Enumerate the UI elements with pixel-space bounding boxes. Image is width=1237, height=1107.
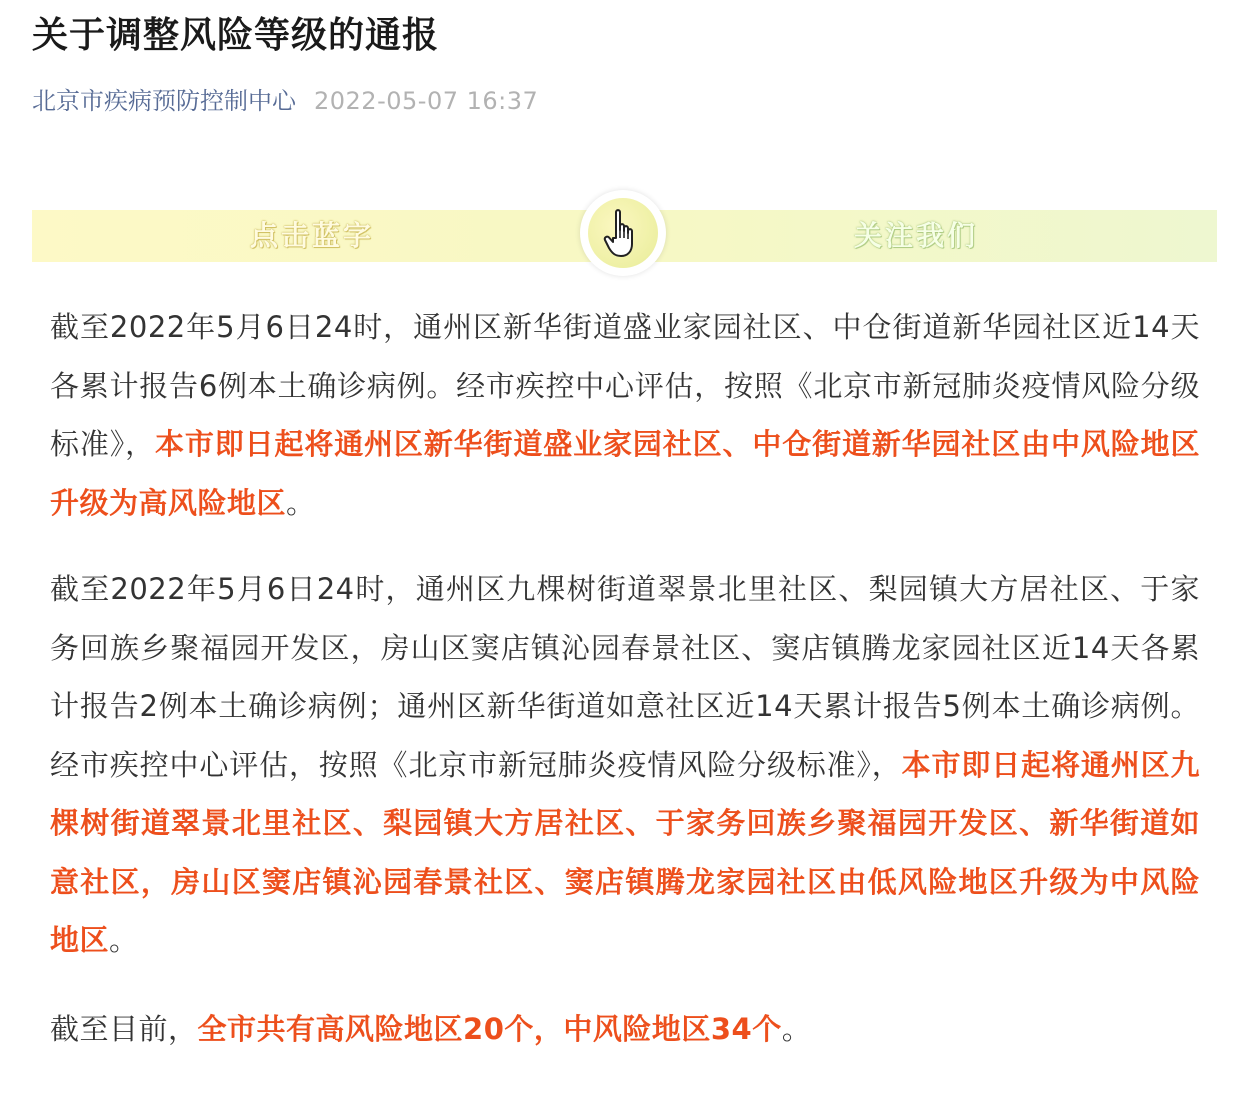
pointing-hand-icon xyxy=(602,208,642,260)
paragraph-2-tail: 。 xyxy=(109,923,139,957)
article-title: 关于调整风险等级的通报 xyxy=(32,15,440,56)
paragraph-3 xyxy=(50,1000,1200,1059)
paragraph-1-tail: 。 xyxy=(286,485,316,520)
paragraph-2 xyxy=(50,560,1200,970)
banner-left-text: 点击蓝字 xyxy=(250,219,375,252)
paragraph-3-highlight: 全市共有高风险地区20个，中风险地区34个 xyxy=(197,1012,782,1046)
banner-click-button[interactable] xyxy=(580,190,666,276)
paragraph-2-highlight: 本市即日起将通州区九棵树街道翠景北里社区、梨园镇大方居社区、于家务回族乡聚福园开发区、新华街道如意社区，房山区窦店镇沁园春景社区、窦店镇腾龙家园社区由低风险地区升级为中风险地区 xyxy=(50,747,1200,957)
paragraph-3-tail: 。 xyxy=(781,1012,812,1046)
publish-date: 2022-05-07 16:37 xyxy=(314,87,539,115)
banner-right-text: 关注我们 xyxy=(854,219,979,252)
paragraph-1 xyxy=(50,298,1200,532)
paragraph-3-text: 截至目前， xyxy=(50,1012,198,1046)
paragraph-2-text: 截至2022年5月6日24时，通州区九棵树街道翠景北里社区、梨园镇大方居社区、于家务回族乡聚福园开发区，房山区窦店镇沁园春景社区、窦店镇腾龙家园社区近14天各累计报告2例本土确诊病例；通州区新华街道如意社区近14天累计报告5例本土确诊病例。经市疾控中心评估，按照《北京市新冠肺炎疫情风险分级标准》， xyxy=(50,572,1200,782)
paragraph-1-text: 截至2022年5月6日24时，通州区新华街道盛业家园社区、中仓街道新华园社区近14天各累计报告6例本土确诊病例。经市疾控中心评估，按照《北京市新冠肺炎疫情风险分级标准》， xyxy=(50,310,1200,461)
author-link[interactable]: 北京市疾病预防控制中心 xyxy=(32,87,296,115)
article-meta xyxy=(32,84,538,118)
paragraph-1-highlight: 本市即日起将通州区新华街道盛业家园社区、中仓街道新华园社区由中风险地区升级为高风险地区 xyxy=(50,427,1200,520)
